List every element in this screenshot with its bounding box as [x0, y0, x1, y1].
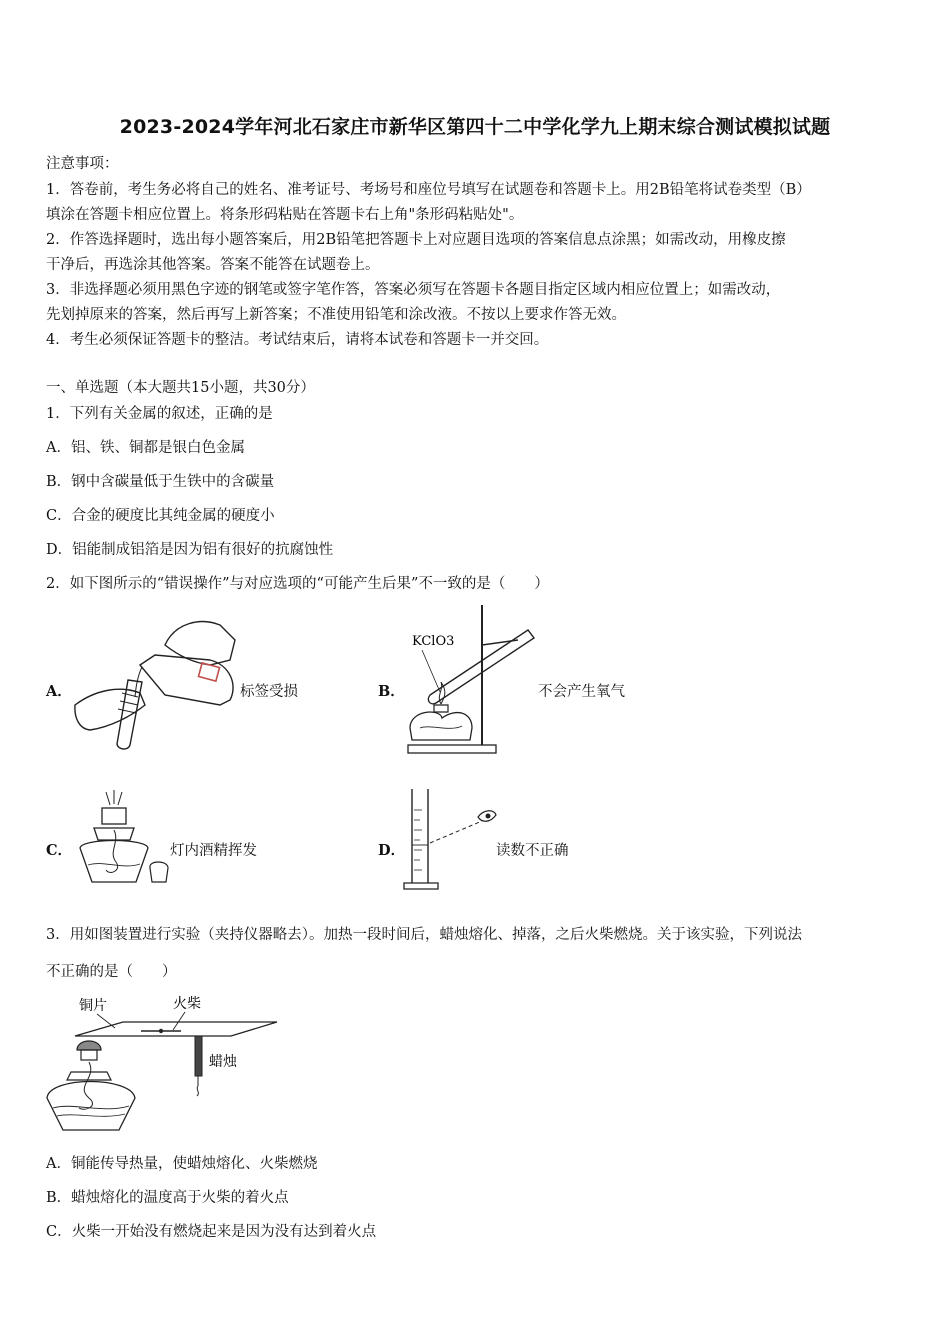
figure-q3-apparatus — [45, 990, 295, 1135]
q3-option-c: C．火柴一开始没有燃烧起来是因为没有达到着火点 — [46, 1224, 377, 1240]
q1-stem: 1．下列有关金属的叙述，正确的是 — [46, 406, 273, 422]
notice-line: 2．作答选择题时，选出每小题答案后，用2B铅笔把答题卡上对应题目选项的答案信息点涂黑；如需改动，用橡皮擦 — [46, 232, 786, 248]
notice-line: 4．考生必须保证答题卡的整洁。考试结束后，请将本试卷和答题卡一并交回。 — [46, 332, 549, 348]
q2-option-a-caption: 标签受损 — [240, 684, 298, 700]
q3-option-a: A．铜能传导热量，使蜡烛熔化、火柴燃烧 — [46, 1156, 318, 1172]
notice-line: 先划掉原来的答案，然后再写上新答案；不准使用铅笔和涂改液。不按以上要求作答无效。 — [46, 307, 626, 323]
notice-line: 1．答卷前，考生务必将自己的姓名、准考证号、考场号和座位号填写在试题卷和答题卡上。用2B铅笔将试卷类型（B） — [46, 182, 811, 198]
figure-q3-candle-label: 蜡烛 — [209, 1054, 237, 1070]
notice-heading: 注意事项： — [46, 156, 119, 172]
q1-option-b: B．钢中含碳量低于生铁中的含碳量 — [46, 474, 275, 490]
q2-option-c-caption: 灯内酒精挥发 — [170, 843, 257, 859]
q1-option-d: D．铝能制成铝箔是因为铝有很好的抗腐蚀性 — [46, 542, 334, 558]
figure-d-cylinder — [400, 785, 505, 893]
page-title: 2023-2024学年河北石家庄市新华区第四十二中学化学九上期末综合测试模拟试题 — [119, 116, 831, 138]
q2-option-d-caption: 读数不正确 — [496, 843, 569, 859]
q2-option-c-label: C． — [46, 842, 73, 859]
figure-q3-match-label: 火柴 — [173, 996, 201, 1012]
figure-q3-copper-label: 铜片 — [79, 998, 107, 1014]
q2-stem: 2．如下图所示的“错误操作”与对应选项的“可能产生后果”不一致的是（ ） — [46, 576, 549, 592]
notice-line: 干净后，再选涂其他答案。答案不能答在试题卷上。 — [46, 257, 380, 273]
notice-line: 3．非选择题必须用黑色字迹的钢笔或签字笔作答，答案必须写在答题卡各题目指定区域内相应位置上；如需改动， — [46, 282, 781, 298]
notice-line: 填涂在答题卡相应位置上。将条形码粘贴在答题卡右上角"条形码粘贴处"。 — [46, 207, 524, 223]
q1-option-a: A．铝、铁、铜都是银白色金属 — [46, 440, 245, 456]
figure-c-alcohol-lamp — [70, 790, 180, 890]
q3-stem-line2: 不正确的是（ ） — [46, 964, 177, 980]
q2-option-d-label: D． — [378, 842, 406, 859]
figure-b-label: KClO3 — [412, 634, 455, 649]
section-heading: 一、单选题（本大题共15小题，共30分） — [46, 380, 315, 396]
q2-option-b-label: B． — [378, 683, 405, 700]
q3-option-b: B．蜡烛熔化的温度高于火柴的着火点 — [46, 1190, 289, 1206]
figure-b-heating — [400, 600, 545, 760]
q2-option-a-label: A． — [46, 683, 72, 700]
q1-option-c: C．合金的硬度比其纯金属的硬度小 — [46, 508, 275, 524]
figure-a-pouring — [70, 605, 240, 755]
q2-option-b-caption: 不会产生氧气 — [538, 684, 625, 700]
q3-stem-line1: 3．用如图装置进行实验（夹持仪器略去）。加热一段时间后，蜡烛熔化、掉落，之后火柴燃烧。关于该实验，下列说法 — [46, 927, 802, 943]
